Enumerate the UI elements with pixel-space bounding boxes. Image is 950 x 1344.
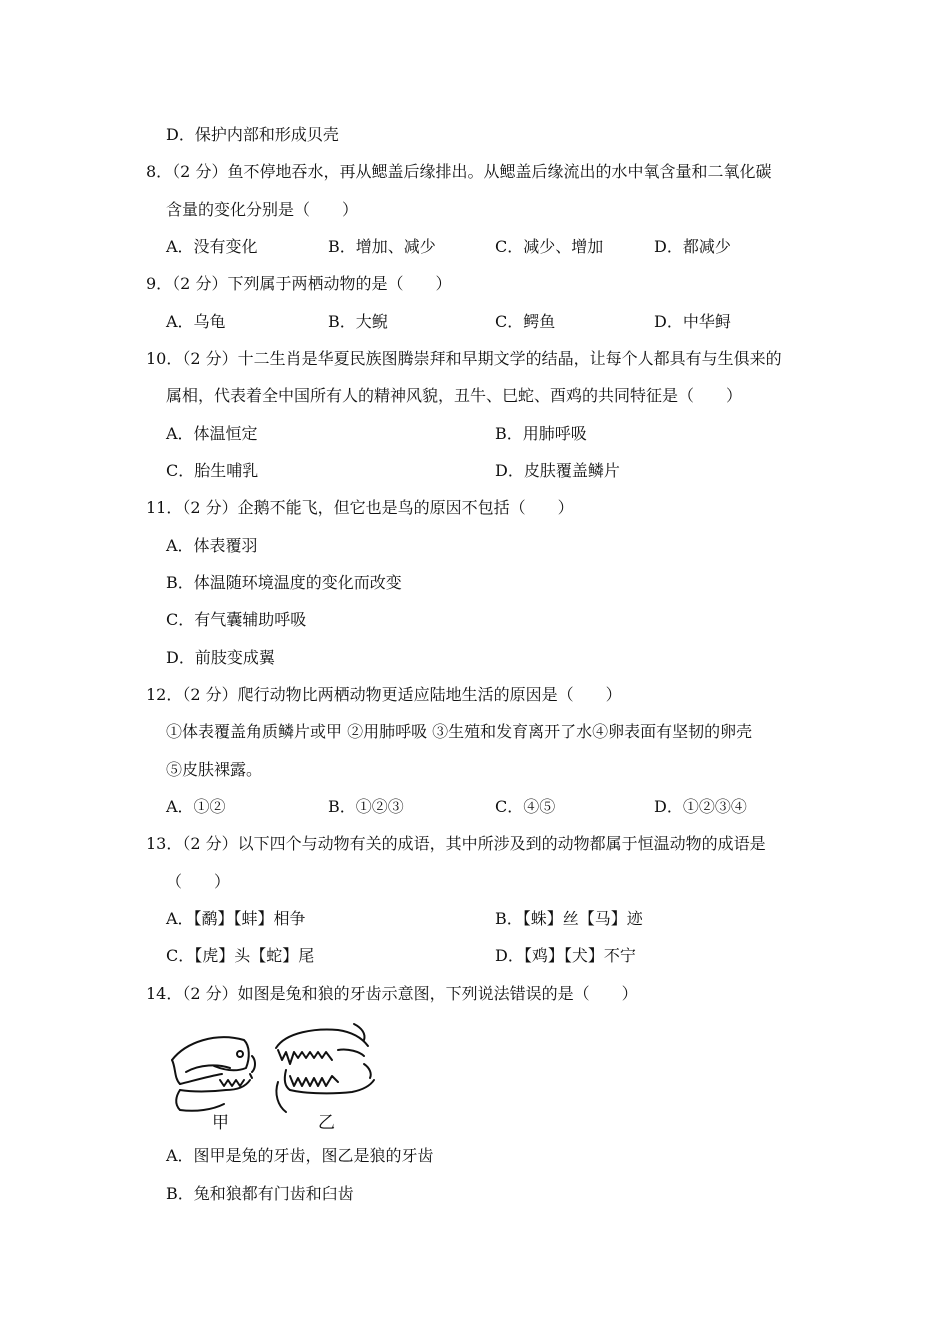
q13-option-d: D．【鸡】【犬】不宁 xyxy=(495,946,636,965)
q9-option-b: B．大鲵 xyxy=(328,312,388,331)
figure-label-yi: 乙 xyxy=(318,1113,335,1133)
q7-option-d: D．保护内部和形成贝壳 xyxy=(166,125,339,144)
q12-option-a: A．①② xyxy=(166,797,226,816)
teeth-diagram-drawing xyxy=(166,1020,386,1132)
q13-stem-cont: （ ） xyxy=(166,872,231,891)
teeth-diagram xyxy=(166,1020,386,1132)
q14-stem: 14．（2 分）如图是兔和狼的牙齿示意图，下列说法错误的是（ ） xyxy=(146,984,638,1003)
q13-option-b: B．【蛛】丝【马】迹 xyxy=(495,909,643,928)
q12-option-b: B．①②③ xyxy=(328,797,404,816)
q9-option-d: D．中华鲟 xyxy=(654,312,731,331)
q12-option-d: D．①②③④ xyxy=(654,797,747,816)
q8-option-a: A．没有变化 xyxy=(166,237,258,256)
q13-stem: 13．（2 分）以下四个与动物有关的成语，其中所涉及到的动物都属于恒温动物的成语是 xyxy=(146,834,766,853)
q9-option-c: C．鳄鱼 xyxy=(495,312,556,331)
q11-option-b: B．体温随环境温度的变化而改变 xyxy=(166,573,402,592)
q12-option-c: C．④⑤ xyxy=(495,797,556,816)
q13-option-c: C．【虎】头【蛇】尾 xyxy=(166,946,315,965)
figure-label-jia: 甲 xyxy=(212,1113,229,1133)
q13-option-a: A．【鹬】【蚌】相争 xyxy=(166,909,306,928)
q10-option-b: B．用肺呼吸 xyxy=(495,424,587,443)
q12-stem: 12．（2 分）爬行动物比两栖动物更适应陆地生活的原因是（ ） xyxy=(146,685,622,704)
q8-option-b: B．增加、减少 xyxy=(328,237,436,256)
q8-option-d: D．都减少 xyxy=(654,237,731,256)
q8-option-c: C．减少、增加 xyxy=(495,237,604,256)
q8-stem-cont: 含量的变化分别是（ ） xyxy=(166,200,359,219)
q10-option-a: A．体温恒定 xyxy=(166,424,258,443)
q10-stem: 10．（2 分）十二生肖是华夏民族图腾崇拜和早期文学的结晶，让每个人都具有与生俱来的 xyxy=(146,349,782,368)
q14-option-a: A．图甲是兔的牙齿，图乙是狼的牙齿 xyxy=(166,1146,434,1165)
q11-option-d: D．前肢变成翼 xyxy=(166,648,275,667)
q11-stem: 11．（2 分）企鹅不能飞，但它也是鸟的原因不包括（ ） xyxy=(146,498,574,517)
q10-stem-cont: 属相，代表着全中国所有人的精神风貌，丑牛、巳蛇、酉鸡的共同特征是（ ） xyxy=(166,386,743,405)
q8-stem: 8．（2 分）鱼不停地吞水，再从鳃盖后缘排出。从鳃盖后缘流出的水中氧含量和二氧化碳 xyxy=(146,162,772,181)
q10-option-c: C．胎生哺乳 xyxy=(166,461,259,480)
q12-statements: ①体表覆盖角质鳞片或甲 ②用肺呼吸 ③生殖和发育离开了水④卵表面有坚韧的卵壳 xyxy=(166,722,753,741)
q14-option-b: B．兔和狼都有门齿和臼齿 xyxy=(166,1184,354,1203)
q11-option-c: C．有气囊辅助呼吸 xyxy=(166,610,307,629)
q11-option-a: A．体表覆羽 xyxy=(166,536,258,555)
q9-stem: 9．（2 分）下列属于两栖动物的是（ ） xyxy=(146,274,452,293)
q12-statements-cont: ⑤皮肤裸露。 xyxy=(166,760,263,779)
q9-option-a: A．乌龟 xyxy=(166,312,226,331)
q10-option-d: D．皮肤覆盖鳞片 xyxy=(495,461,620,480)
